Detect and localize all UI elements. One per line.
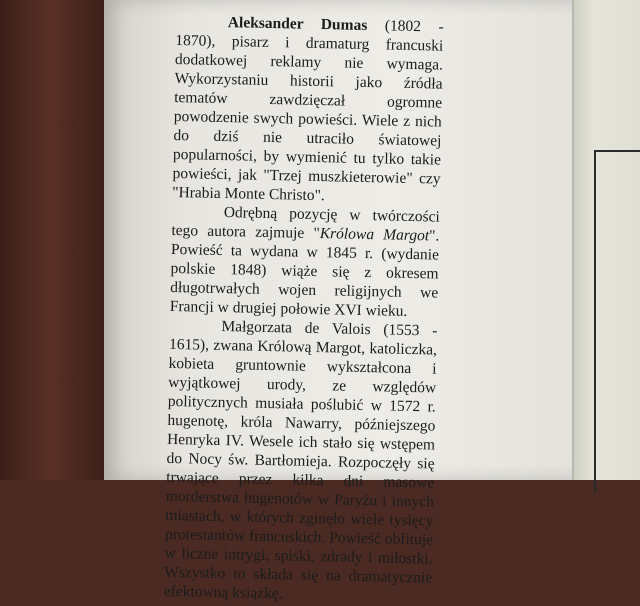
paragraph-1 bbox=[172, 12, 444, 208]
paragraph-2 bbox=[170, 202, 440, 322]
article-text bbox=[164, 12, 444, 606]
book-title: Królowa Margot bbox=[319, 225, 430, 245]
paragraph-2-before: Odrębną pozycję w twórczości tego autora zajmuje " bbox=[171, 204, 440, 243]
paragraph-1-text: (1802 - 1870), pisarz i dramaturg francuski dodatkowej reklamy nie wymaga. Wykorzystaniu historii jako źródła tematów zawdzięczał ogromne powodzenie swych powieści. Wiele z nich do dziś nie utraciło światowej popularności, by wymienić tu tylko takie powieści, jak "Trzej muszkieterowie" czy "Hrabia Monte Christo". bbox=[172, 17, 444, 205]
author-name: Aleksander Dumas bbox=[227, 14, 368, 35]
paragraph-3: Małgorzata de Valois (1553 - 1615), zwana Królową Margot, katoliczka, kobieta gruntownie wykształcona i wyjątkowej urody, ze względów politycznych musiała poślubić w 1572 r. hugenotę, króla Nawarry, późniejszego Henryka IV. Wesele ich stało się wstępem do Nocy św. Bartłomieja. Rozpoczęły się trwające przez kilka dni masowe morderstwa hugenotów w Paryżu i innych miastach, w których zginęło wiele tysięcy protestantów francuskich. Powieść obfituje w liczne intrygi, spiski, zdrady i miłostki. Wszystko to składa się na dramatycznie efektowną książkę. bbox=[163, 318, 438, 603]
adjacent-paper-frame-line bbox=[594, 150, 640, 492]
paragraph-2-after: ". Powieść ta wydana w 1845 r. (wydanie polskie 1848) wiąże się z okresem długotrwałych wojen religijnych we Francji w drugiej połowie XVI wieku. bbox=[169, 227, 440, 320]
wooden-table-background bbox=[0, 0, 112, 480]
